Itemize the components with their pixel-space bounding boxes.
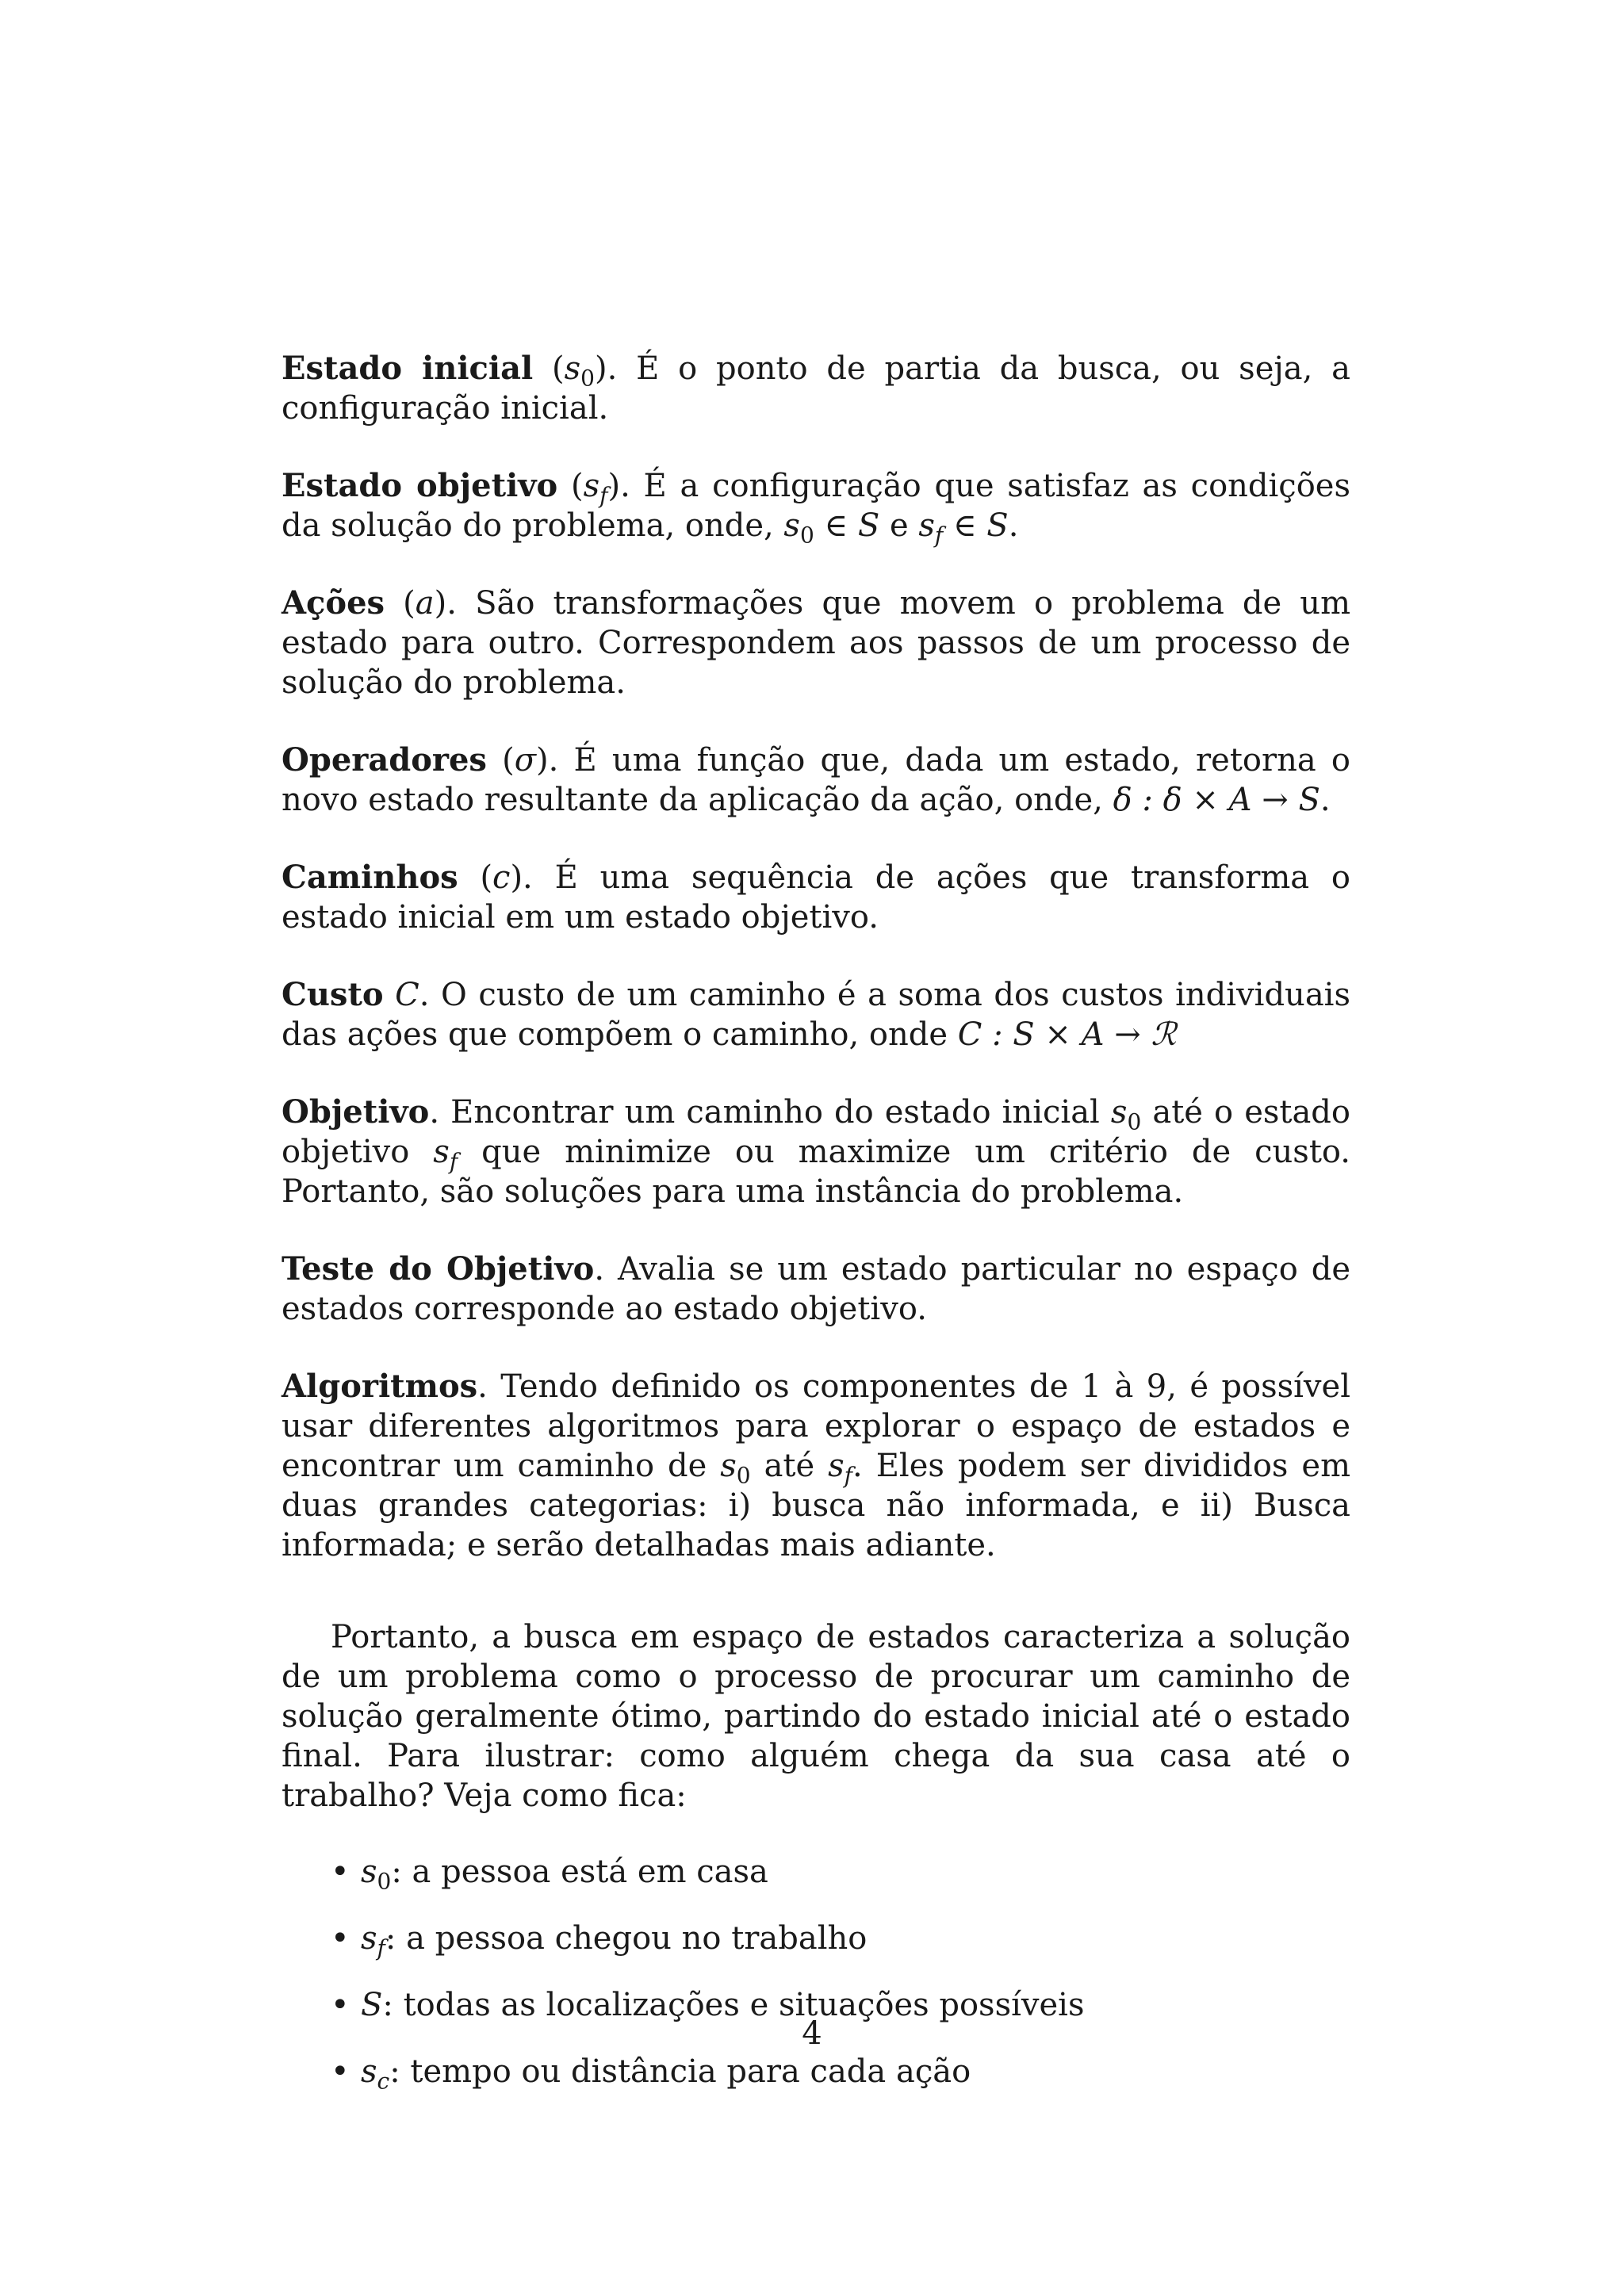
definition-objetivo	[282, 1093, 1350, 1211]
math-expression: ∈ S	[814, 507, 880, 544]
paren-open: (	[557, 468, 584, 504]
math-symbol: s	[783, 507, 800, 544]
math-subscript: f	[844, 1462, 853, 1489]
definition-term: Algoritmos	[282, 1368, 478, 1405]
definition-algoritmos	[282, 1367, 1350, 1565]
definition-term: Estado inicial	[282, 350, 534, 387]
math-subscript: 0	[1127, 1108, 1142, 1135]
math-symbol: σ	[514, 742, 537, 779]
definition-operadores	[282, 740, 1350, 820]
math-symbol: s	[433, 1134, 450, 1170]
paren-open: (	[458, 859, 493, 896]
math-symbol: s	[361, 1854, 377, 1890]
definition-body: É uma sequência de ações que transforma o estado inicial em um estado objetivo.	[282, 859, 1350, 936]
math-symbol: s	[361, 1920, 377, 1957]
definition-end: .	[1320, 782, 1331, 818]
list-item-text: : a pessoa chegou no trabalho	[385, 1920, 868, 1957]
math-symbol: s	[361, 2053, 377, 2090]
definition-estado-inicial	[282, 349, 1350, 428]
definition-punct: .	[477, 1368, 488, 1405]
definition-body: É uma função que, dada um estado, retorna o novo estado resultante da aplicação da ação, onde,	[282, 742, 1350, 818]
definition-body: que minimize ou maximize um critério de custo. Portanto, são soluções para uma instância do problema.	[282, 1134, 1350, 1210]
definition-term: Teste do Objetivo	[282, 1250, 595, 1288]
definition-term: Estado objetivo	[282, 467, 558, 504]
definition-body: Tendo definido os componentes de 1 à 9, é possível usar diferentes algoritmos para explorar o espaço de estados e encontrar um caminho de	[282, 1368, 1350, 1484]
definition-body: até o estado objetivo	[282, 1094, 1350, 1170]
page-number: 4	[802, 2015, 822, 2052]
list-item	[282, 1852, 1350, 1895]
math-symbol: s	[828, 1448, 845, 1484]
list-item-text: : todas as localizações e situações possíveis	[382, 1987, 1085, 2023]
definition-body: . Eles podem ser divididos em duas grandes categorias: i) busca não informada, e ii) Busca informada; e serão detalhadas mais adiante.	[282, 1448, 1350, 1563]
math-symbol: s	[918, 507, 935, 544]
math-expression: δ : δ × A → S	[1113, 782, 1320, 818]
list-item-text: : tempo ou distância para cada ação	[389, 2053, 971, 2090]
math-symbol: s	[583, 468, 600, 504]
math-subscript: f	[599, 482, 608, 509]
definition-term: Custo	[282, 976, 384, 1013]
definition-term: Ações	[282, 584, 385, 622]
math-symbol: s	[1110, 1094, 1128, 1131]
definition-caminhos	[282, 858, 1350, 937]
paren-open: (	[385, 585, 416, 622]
math-symbol: s	[720, 1448, 737, 1484]
math-subscript: 0	[580, 365, 595, 392]
list-item	[282, 1919, 1350, 1961]
math-subscript: 0	[377, 1868, 392, 1895]
definition-body: É a configuração que satisfaz as condições da solução do problema, onde,	[282, 468, 1350, 544]
math-symbol: S	[361, 1987, 383, 2023]
definition-body: Encontrar um caminho do estado inicial	[439, 1094, 1111, 1131]
paren-close: ).	[594, 350, 618, 387]
paren-close: ).	[434, 585, 457, 622]
bullet-icon: •	[331, 1920, 350, 1957]
paren-close: ).	[536, 742, 559, 779]
bullet-icon: •	[331, 1987, 350, 2023]
bullet-icon: •	[331, 2053, 350, 2090]
definition-term: Objetivo	[282, 1093, 430, 1131]
body-paragraph: Portanto, a busca em espaço de estados caracteriza a solução de um problema como o processo de procurar um caminho de solução geralmente ótimo, partindo do estado inicial até o estado final. Para ilustrar: como alguém chega da sua casa até o trabalho? Veja como fica:	[282, 1619, 1350, 1814]
math-symbol: a	[415, 585, 435, 622]
list-item	[282, 2052, 1350, 2095]
math-symbol: c	[492, 859, 511, 896]
math-subscript: f	[377, 1934, 385, 1961]
definition-punct: .	[594, 1251, 605, 1288]
definition-custo	[282, 975, 1350, 1054]
paren-close: ).	[510, 859, 533, 896]
math-subscript: f	[934, 522, 944, 549]
definition-term: Caminhos	[282, 859, 458, 896]
definition-term: Operadores	[282, 741, 487, 779]
definition-punct: .	[429, 1094, 440, 1131]
definition-punct: .	[419, 977, 430, 1013]
definition-body: É o ponto de partia da busca, ou seja, a configuração inicial.	[282, 350, 1350, 427]
text-body	[282, 349, 1350, 2118]
math-subscript: 0	[799, 522, 814, 549]
bullet-icon: •	[331, 1854, 350, 1890]
math-expression: C : S × A → ℛ	[957, 1016, 1177, 1053]
paren-close: ).	[607, 468, 630, 504]
paren-open: (	[486, 742, 515, 779]
definition-teste-do-objetivo	[282, 1249, 1350, 1329]
math-subscript: 0	[736, 1462, 751, 1489]
bullet-list	[282, 1852, 1350, 2095]
math-symbol: C	[395, 977, 419, 1013]
definition-end: .	[1008, 507, 1019, 544]
math-symbol: s	[564, 350, 581, 387]
definition-body: O custo de um caminho é a soma dos custos individuais das ações que compõem o caminho, onde	[282, 977, 1350, 1053]
math-subscript: c	[377, 2068, 390, 2095]
definition-body: até	[750, 1448, 829, 1484]
math-expression: ∈ S	[943, 507, 1009, 544]
math-subscript: f	[449, 1148, 458, 1175]
definition-estado-objetivo	[282, 466, 1350, 549]
definition-body: Avalia se um estado particular no espaço de estados corresponde ao estado objetivo.	[282, 1251, 1350, 1327]
definition-body: e	[879, 507, 919, 544]
list-item-text: : a pessoa está em casa	[391, 1854, 768, 1890]
definition-acoes	[282, 584, 1350, 702]
paren-open: (	[533, 350, 565, 387]
definition-body: São transformações que movem o problema de um estado para outro. Correspondem aos passos de um processo de solução do problema.	[282, 585, 1350, 701]
